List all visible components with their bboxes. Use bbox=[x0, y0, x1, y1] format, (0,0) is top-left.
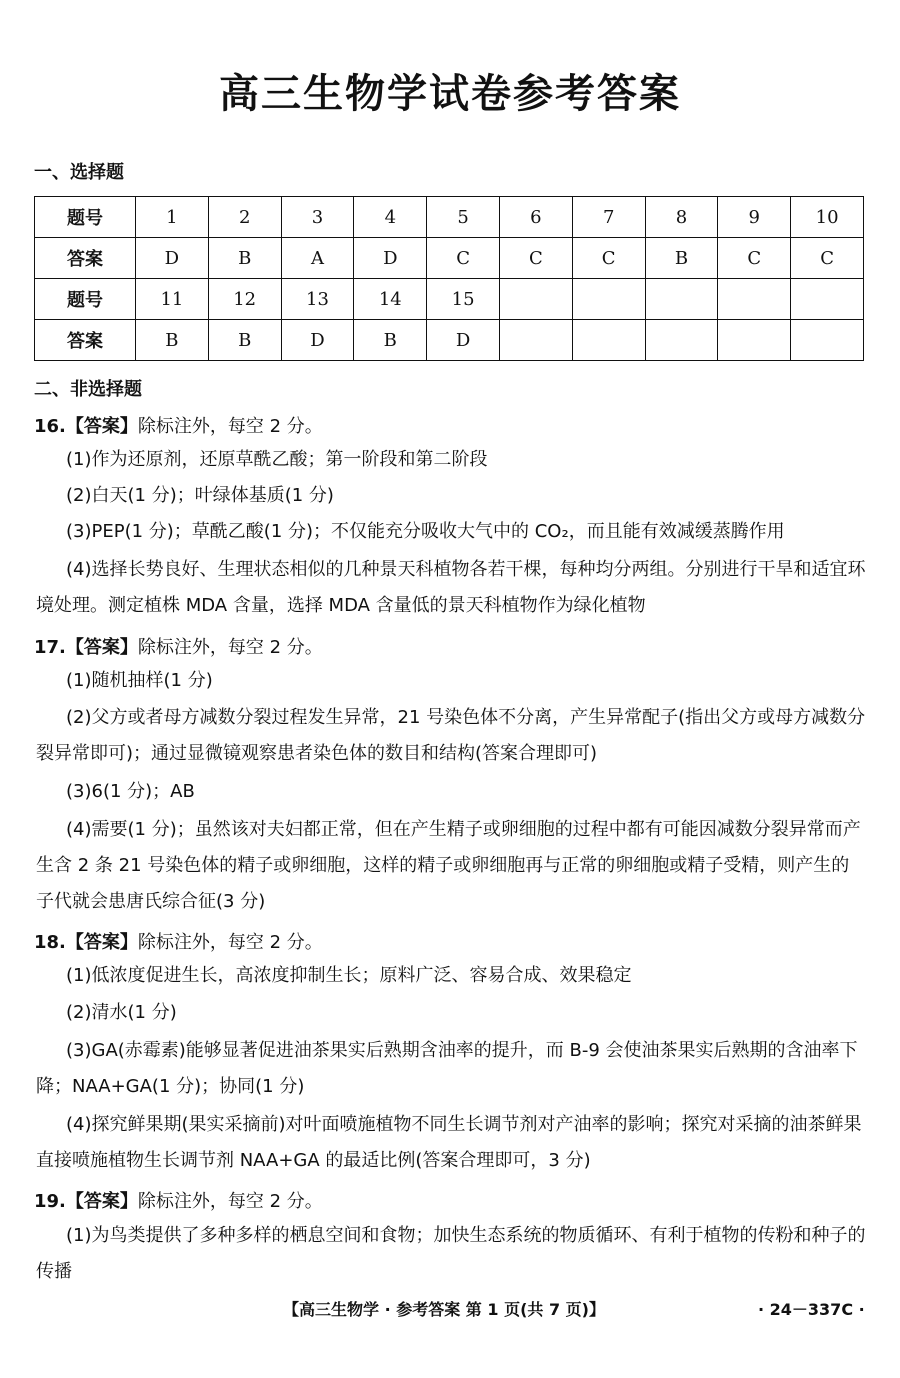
table-cell: 3 bbox=[281, 197, 354, 238]
table-cell: 8 bbox=[645, 197, 718, 238]
table-cell: D bbox=[281, 320, 354, 361]
question-17-part-4: (4)需要(1 分)；虽然该对夫妇都正常，但在产生精子或卵细胞的过程中都有可能因减数分裂异常而产生含 2 条 21 号染色体的精子或卵细胞，这样的精子或卵细胞再与正常的卵细胞或精子受精，则产生的子代就会患唐氏综合征(3 分) bbox=[36, 819, 861, 912]
table-cell: C bbox=[718, 238, 791, 279]
question-16-part-3: (3)PEP(1 分)；草酰乙酸(1 分)；不仅能充分吸收大气中的 CO₂，而且能有效减缓蒸腾作用 bbox=[66, 521, 785, 542]
row-header-cell: 答案 bbox=[35, 320, 136, 361]
question-17-part-2: (2)父方或者母方减数分裂过程发生异常，21 号染色体不分离，产生异常配子(指出父方或母方减数分裂异常即可)；通过显微镜观察患者染色体的数目和结构(答案合理即可) bbox=[36, 707, 866, 764]
table-cell bbox=[791, 320, 864, 361]
table-cell bbox=[572, 320, 645, 361]
table-cell: 12 bbox=[208, 279, 281, 320]
table-cell bbox=[499, 320, 572, 361]
table-cell bbox=[499, 279, 572, 320]
table-cell: 13 bbox=[281, 279, 354, 320]
table-cell: 14 bbox=[354, 279, 427, 320]
table-cell: 4 bbox=[354, 197, 427, 238]
table-cell: D bbox=[136, 238, 209, 279]
table-cell bbox=[645, 320, 718, 361]
section-heading-nonchoice: 二、非选择题 bbox=[34, 379, 142, 400]
question-18-part-1: (1)低浓度促进生长，高浓度抑制生长；原料广泛、容易合成、效果稳定 bbox=[66, 965, 632, 986]
table-cell: B bbox=[208, 238, 281, 279]
question-18-part-3: (3)GA(赤霉素)能够显著促进油茶果实后熟期含油率的提升，而 B-9 会使油茶果实后熟期的含油率下降；NAA+GA(1 分)；协同(1 分) bbox=[36, 1040, 858, 1097]
table-row bbox=[35, 238, 864, 279]
table-cell: 11 bbox=[136, 279, 209, 320]
table-cell: C bbox=[427, 238, 500, 279]
table-row bbox=[35, 320, 864, 361]
table-cell bbox=[718, 320, 791, 361]
table-cell: A bbox=[281, 238, 354, 279]
table-cell: B bbox=[136, 320, 209, 361]
question-19-header: 19.【答案】除标注外，每空 2 分。 bbox=[34, 1191, 323, 1212]
section-heading-choice: 一、选择题 bbox=[34, 162, 124, 183]
table-cell: 15 bbox=[427, 279, 500, 320]
table-cell: C bbox=[572, 238, 645, 279]
page-title: 高三生物学试卷参考答案 bbox=[219, 71, 681, 117]
table-cell: B bbox=[354, 320, 427, 361]
table-cell bbox=[718, 279, 791, 320]
answer-table bbox=[34, 196, 864, 361]
table-cell: C bbox=[499, 238, 572, 279]
table-cell: 9 bbox=[718, 197, 791, 238]
question-16-part-1: (1)作为还原剂，还原草酰乙酸；第一阶段和第二阶段 bbox=[66, 449, 488, 470]
question-18-part-2: (2)清水(1 分) bbox=[66, 1002, 177, 1023]
question-17-part-3: (3)6(1 分)；AB bbox=[66, 781, 195, 802]
table-cell: 1 bbox=[136, 197, 209, 238]
table-cell: 6 bbox=[499, 197, 572, 238]
row-header-cell: 答案 bbox=[35, 238, 136, 279]
table-row bbox=[35, 197, 864, 238]
table-cell: D bbox=[427, 320, 500, 361]
question-16-part-2: (2)白天(1 分)；叶绿体基质(1 分) bbox=[66, 485, 334, 506]
table-cell: B bbox=[208, 320, 281, 361]
table-cell: D bbox=[354, 238, 427, 279]
question-17-header: 17.【答案】除标注外，每空 2 分。 bbox=[34, 637, 323, 658]
table-cell: 10 bbox=[791, 197, 864, 238]
question-18-header: 18.【答案】除标注外，每空 2 分。 bbox=[34, 932, 323, 953]
table-cell: B bbox=[645, 238, 718, 279]
question-18-part-4: (4)探究鲜果期(果实采摘前)对叶面喷施植物不同生长调节剂对产油率的影响；探究对采摘的油茶鲜果直接喷施植物生长调节剂 NAA+GA 的最适比例(答案合理即可，3 分) bbox=[36, 1114, 862, 1171]
row-header-cell: 题号 bbox=[35, 197, 136, 238]
table-cell: 5 bbox=[427, 197, 500, 238]
table-cell: 2 bbox=[208, 197, 281, 238]
question-16-header: 16.【答案】除标注外，每空 2 分。 bbox=[34, 416, 323, 437]
question-17-part-1: (1)随机抽样(1 分) bbox=[66, 670, 213, 691]
table-cell bbox=[645, 279, 718, 320]
row-header-cell: 题号 bbox=[35, 279, 136, 320]
question-16-part-4: (4)选择长势良好、生理状态相似的几种景天科植物各若干棵，每种均分两组。分别进行干旱和适宜环境处理。测定植株 MDA 含量，选择 MDA 含量低的景天科植物作为绿化植物 bbox=[36, 559, 866, 616]
footer-page-info: 【高三生物学 · 参考答案 第 1 页(共 7 页)】 bbox=[283, 1300, 605, 1319]
table-row bbox=[35, 279, 864, 320]
footer-code: · 24－337C · bbox=[758, 1300, 865, 1319]
table-cell: 7 bbox=[572, 197, 645, 238]
table-cell: C bbox=[791, 238, 864, 279]
table-cell bbox=[572, 279, 645, 320]
question-19-part-1: (1)为鸟类提供了多种多样的栖息空间和食物；加快生态系统的物质循环、有利于植物的传粉和种子的传播 bbox=[36, 1225, 866, 1282]
table-cell bbox=[791, 279, 864, 320]
